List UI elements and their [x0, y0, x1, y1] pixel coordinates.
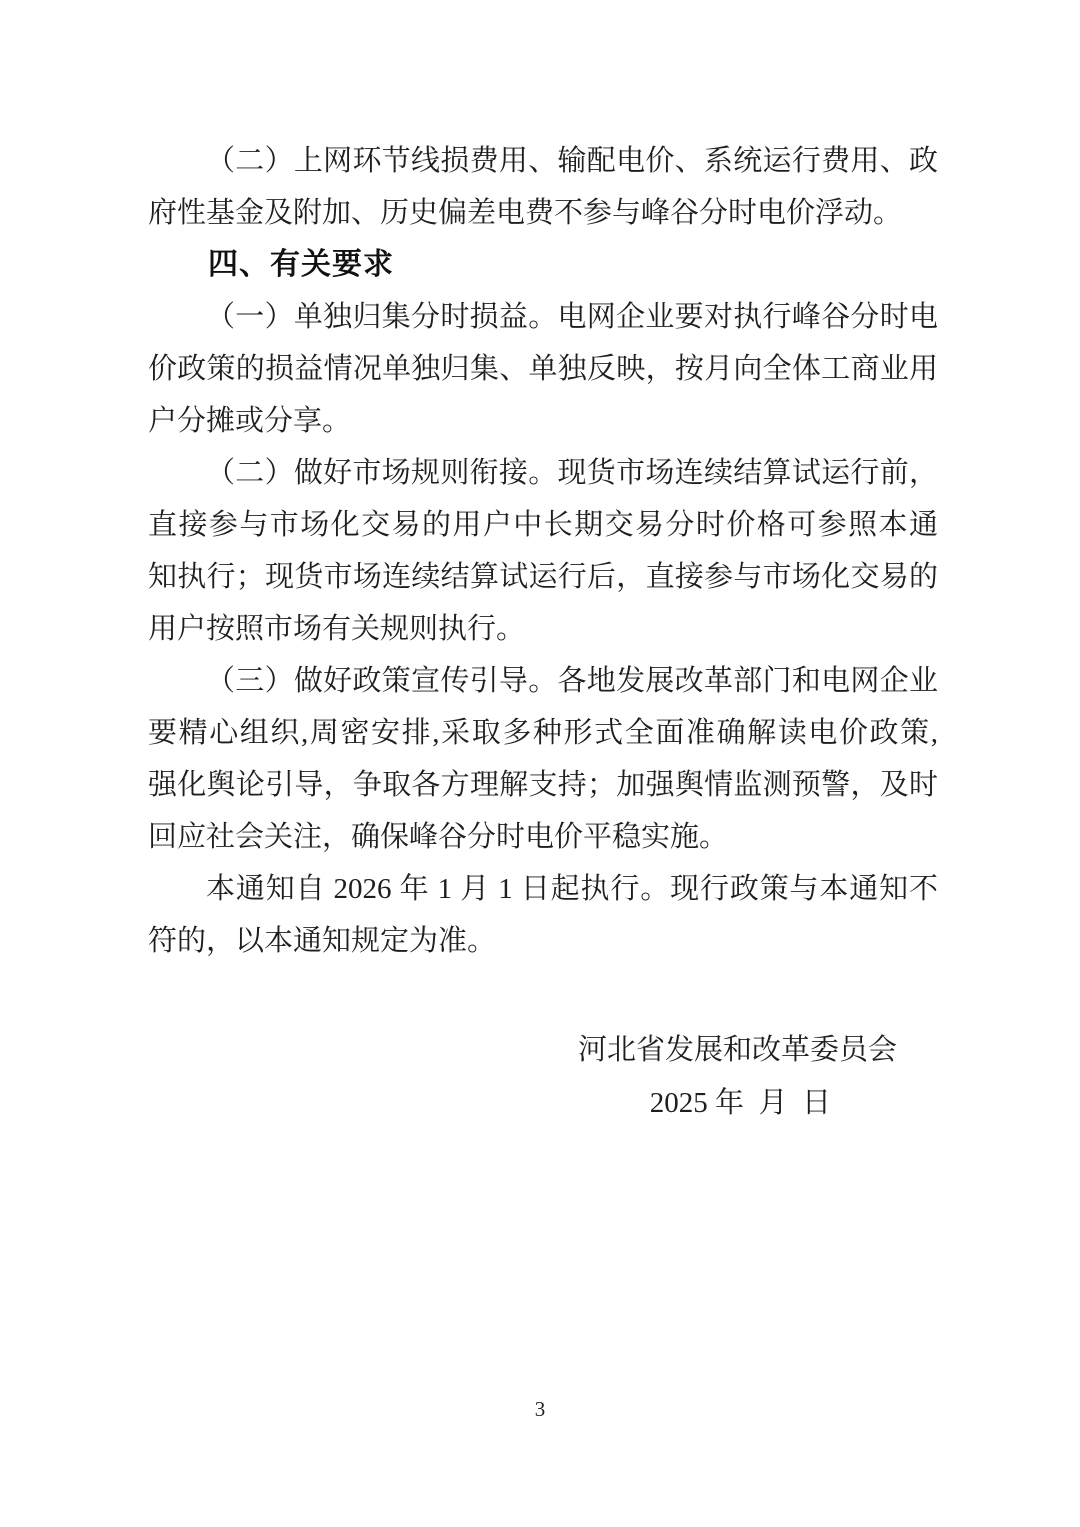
page-number: 3 — [534, 1397, 546, 1421]
body-text-line: 要精心组织,周密安排,采取多种形式全面准确解读电价政策, — [148, 717, 938, 749]
document-body — [148, 135, 938, 967]
signature-organization: 河北省发展和改革委员会 — [577, 1034, 897, 1066]
body-text-line: 强化舆论引导，争取各方理解支持；加强舆情监测预警，及时 — [148, 769, 938, 801]
body-text-line: （三）做好政策宣传引导。各地发展改革部门和电网企业 — [206, 665, 938, 697]
body-text-line: （二）上网环节线损费用、输配电价、系统运行费用、政 — [206, 145, 938, 177]
body-text-line: 价政策的损益情况单独归集、单独反映，按月向全体工商业用 — [148, 353, 938, 385]
signature-date: 2025 年 月 日 — [649, 1087, 831, 1119]
body-text-line: 府性基金及附加、历史偏差电费不参与峰谷分时电价浮动。 — [148, 197, 903, 229]
body-text-line: 回应社会关注，确保峰谷分时电价平稳实施。 — [148, 821, 729, 853]
body-text-line: 直接参与市场化交易的用户中长期交易分时价格可参照本通 — [148, 509, 938, 541]
body-text-line: 户分摊或分享。 — [148, 405, 352, 437]
body-text-line: （一）单独归集分时损益。电网企业要对执行峰谷分时电 — [206, 301, 938, 333]
body-text-line: 本通知自 2026 年 1 月 1 日起执行。现行政策与本通知不 — [206, 873, 938, 905]
section-heading: 四、有关要求 — [208, 248, 394, 281]
body-text-line: 知执行；现货市场连续结算试运行后，直接参与市场化交易的 — [148, 561, 938, 593]
body-text-line: （二）做好市场规则衔接。现货市场连续结算试运行前， — [206, 457, 938, 489]
body-text-line: 用户按照市场有关规则执行。 — [148, 613, 526, 645]
body-text-line: 符的，以本通知规定为准。 — [148, 925, 497, 957]
